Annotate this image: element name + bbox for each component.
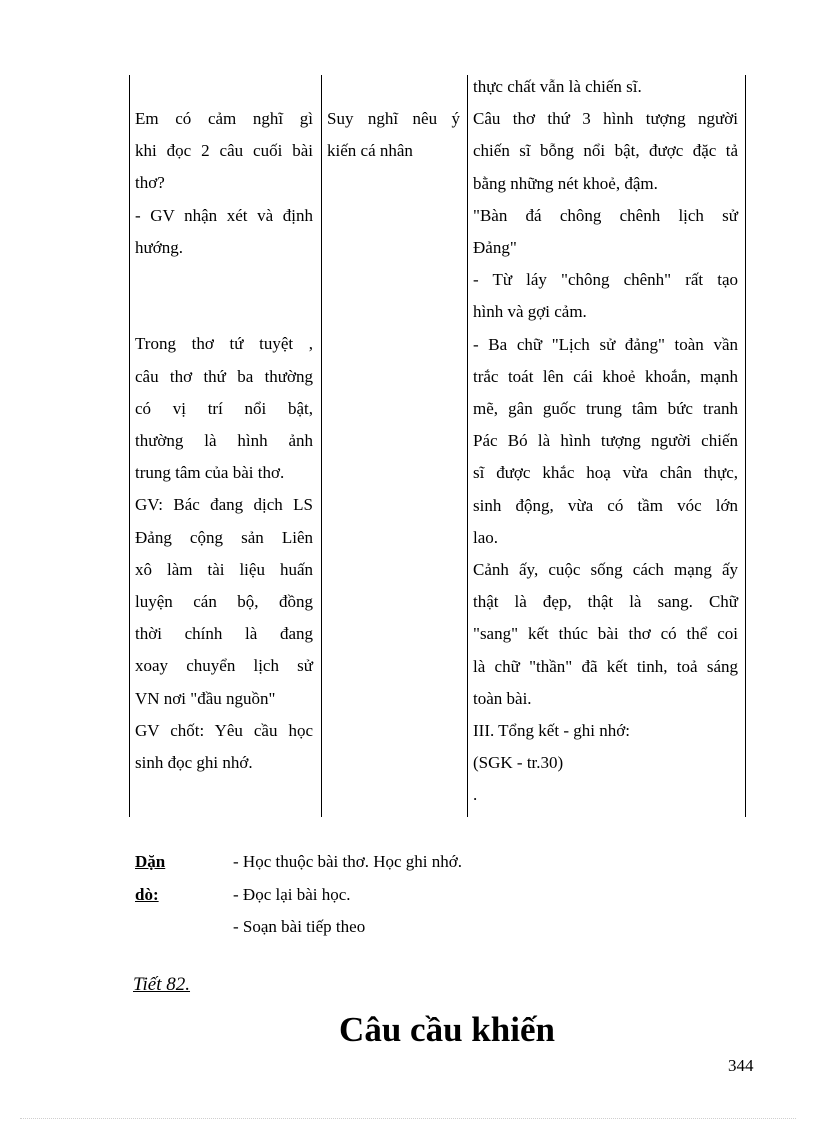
table-line: câu thơ thứ ba thường: [135, 366, 313, 386]
table-line: Câu thơ thứ 3 hình tượng người: [473, 109, 738, 129]
table-left-border: [129, 75, 130, 817]
table-line: Em có cảm nghĩ gì: [135, 109, 313, 128]
lesson-number: Tiết 82.: [133, 974, 191, 995]
table-line: có vị trí nổi bật,: [135, 398, 313, 418]
table-line: Cảnh ấy, cuộc sống cách mạng ấy: [473, 560, 738, 580]
table-line: chiến sĩ bỗng nổi bật, được đặc tả: [473, 141, 738, 161]
table-line: lao.: [473, 527, 499, 547]
table-line: trung tâm của bài thơ.: [135, 463, 285, 483]
table-line: thật là đẹp, thật là sang. Chữ: [473, 592, 738, 612]
blank-line: [135, 264, 313, 296]
homework-item: - Học thuộc bài thơ. Học ghi nhớ.: [233, 852, 463, 871]
table-column-divider: [321, 75, 322, 817]
table-line: VN nơi "đầu nguồn": [135, 688, 276, 708]
table-line: Đảng cộng sản Liên: [135, 527, 313, 547]
table-line: .: [473, 785, 478, 805]
table-line: - Ba chữ "Lịch sử đảng" toàn vần: [473, 334, 738, 354]
table-line: "sang" kết thúc bài thơ có thể coi: [473, 624, 738, 644]
table-line: GV chốt: Yêu cầu học: [135, 720, 313, 740]
table-line: toàn bài.: [473, 688, 532, 708]
table-line: xoay chuyển lịch sử: [135, 656, 313, 676]
homework-label: Dặn dò:: [135, 852, 166, 904]
table-line: trắc toát lên cái khoẻ khoắn, mạnh: [473, 366, 738, 386]
content-column: [473, 71, 738, 812]
table-line: hình và gợi cảm.: [473, 302, 587, 322]
page-bottom-divider: [20, 1118, 796, 1119]
table-line: mẽ, gân guốc trung tâm bức tranh: [473, 399, 738, 419]
table-line: Pác Bó là hình tượng người chiến: [473, 431, 738, 451]
table-line: sinh đọc ghi nhớ.: [135, 753, 253, 773]
table-line: Đảng": [473, 238, 517, 258]
table-line: "Bàn đá chông chênh lịch sử: [473, 205, 738, 225]
table-line: là chữ "thần" đã kết tinh, toả sáng: [473, 656, 738, 676]
table-right-border: [745, 75, 746, 817]
table-line: Suy nghĩ nêu ý: [327, 109, 460, 128]
table-line: sĩ được khắc hoạ vừa chân thực,: [473, 463, 738, 483]
table-line: (SGK - tr.30): [473, 753, 564, 773]
blank-line: [135, 296, 313, 328]
table-line: thực chất vẫn là chiến sĩ.: [473, 77, 642, 96]
table-line: hướng.: [135, 237, 183, 257]
table-column-divider: [467, 75, 468, 817]
table-line: xô làm tài liệu huấn: [135, 559, 313, 579]
table-line: Trong thơ tứ tuyệt ,: [135, 334, 313, 354]
table-line: - GV nhận xét và định: [135, 205, 313, 225]
table-line: luyện cán bộ, đồng: [135, 592, 313, 612]
table-line: thường là hình ảnh: [135, 431, 313, 450]
table-line: khi đọc 2 câu cuối bài: [135, 141, 313, 161]
table-line: III. Tổng kết - ghi nhớ:: [473, 721, 630, 741]
teacher-activity-column: [135, 103, 313, 779]
table-line: thời chính là đang: [135, 624, 313, 644]
table-line: kiến cá nhân: [327, 141, 413, 161]
page-number: 344: [728, 1056, 754, 1075]
homework-item: - Đọc lại bài học.: [233, 884, 351, 904]
student-activity-column: [327, 103, 460, 167]
table-line: thơ?: [135, 173, 165, 193]
table-line: - Từ láy "chông chênh" rất tạo: [473, 270, 738, 290]
table-line: sinh động, vừa có tầm vóc lớn: [473, 495, 738, 515]
homework-list: [233, 846, 462, 944]
table-line: GV: Bác đang dịch LS: [135, 495, 313, 515]
homework-item: - Soạn bài tiếp theo: [233, 917, 366, 936]
lesson-title: Câu cầu khiến: [339, 1010, 555, 1049]
table-line: bằng những nét khoẻ, đậm.: [473, 173, 658, 193]
